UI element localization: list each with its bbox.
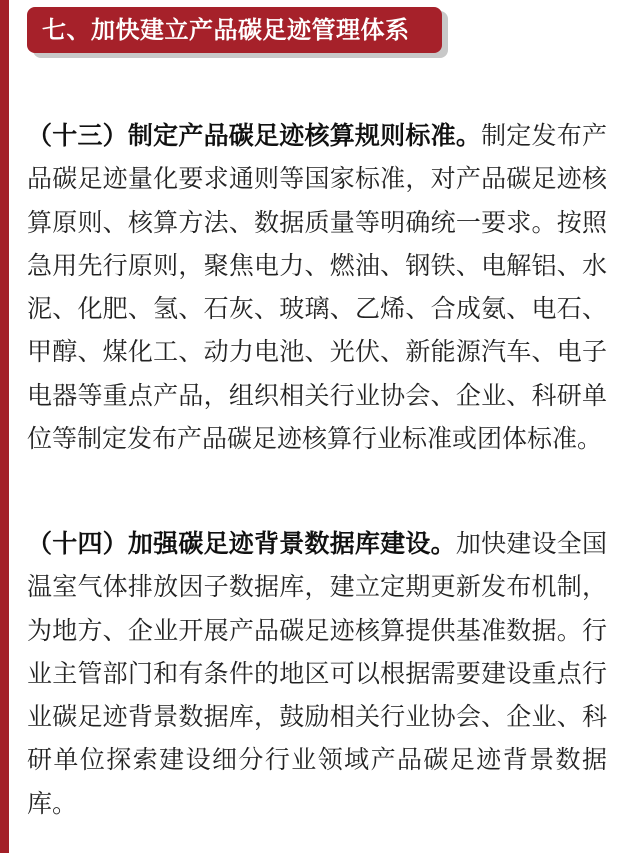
left-accent-bar [0,0,9,853]
section-header: 七、加快建立产品碳足迹管理体系 [27,7,442,53]
paragraph-13 [27,114,607,460]
paragraph-13-body: 制定发布产品碳足迹量化要求通则等国家标准，对产品碳足迹核算原则、核算方法、数据质量等明确统一要求。按照急用先行原则，聚焦电力、燃油、钢铁、电解铝、水泥、化肥、氢、石灰、玻璃、乙烯、合成氨、电石、甲醇、煤化工、动力电池、光伏、新能源汽车、电子电器等重点产品，组织相关行业协会、企业、科研单位等制定发布产品碳足迹核算行业标准或团体标准。 [27,121,607,454]
paragraph-14-body: 加快建设全国温室气体排放因子数据库，建立定期更新发布机制，为地方、企业开展产品碳足迹核算提供基准数据。行业主管部门和有条件的地区可以根据需要建设重点行业碳足迹背景数据库，鼓励相关行业协会、企业、科研单位探索建设细分行业领域产品碳足迹背景数据库。 [27,529,607,818]
paragraph-14 [27,522,607,825]
paragraph-13-heading: （十三）制定产品碳足迹核算规则标准。 [27,121,482,150]
paragraph-14-heading: （十四）加强碳足迹背景数据库建设。 [27,529,456,558]
